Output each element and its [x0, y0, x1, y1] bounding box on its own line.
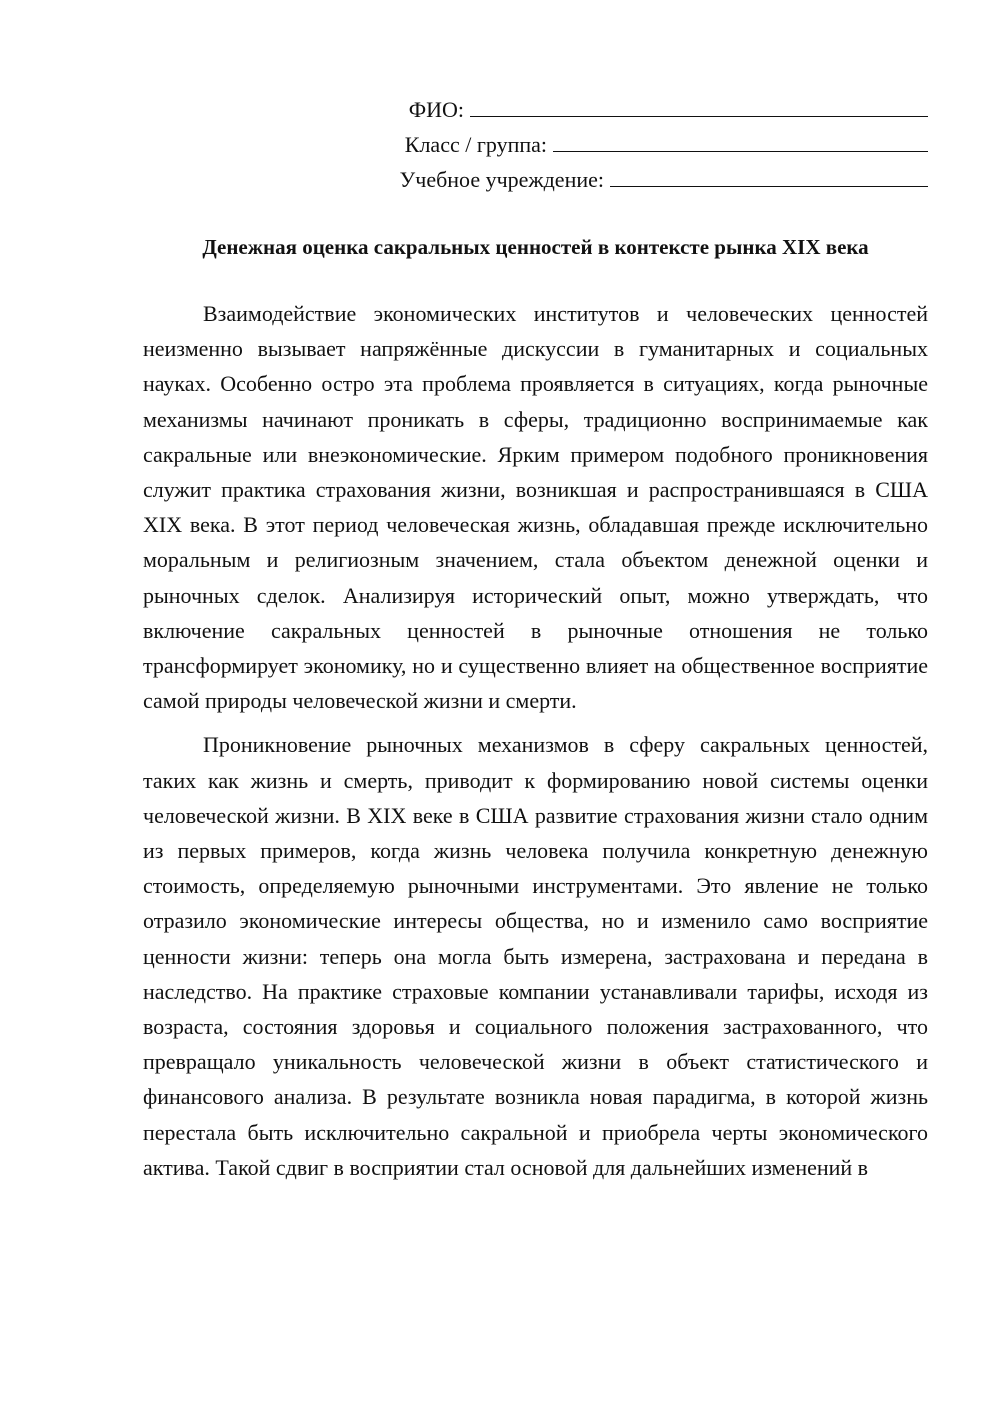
student-info-block	[143, 92, 928, 197]
class-blank-line	[553, 127, 928, 152]
paragraph-2: Проникновение рыночных механизмов в сферу сакральных ценностей, таких как жизнь и смерть, приводит к формированию новой системы оценки человеческой жизни. В XIX веке в США развитие страхования жизни стало одним из первых примеров, когда жизнь человека получила конкретную денежную стоимость, определяемую рыночными инструментами. Это явление не только отразило экономические интересы общества, но и изменило само восприятие ценности жизни: теперь она могла быть измерена, застрахована и передана в наследство. На практике страховые компании устанавливали тарифы, исходя из возраста, состояния здоровья и социального положения застрахованного, что превращало уникальность человеческой жизни в объект статистического и финансового анализа. В результате возникла новая парадигма, в которой жизнь перестала быть исключительно сакральной и приобрела черты экономического актива. Такой сдвиг в восприятии стал основой для дальнейших изменений в	[143, 732, 928, 1180]
school-row	[143, 162, 928, 197]
fio-blank-line	[470, 92, 928, 117]
school-blank-line	[610, 162, 928, 187]
essay-body	[143, 296, 928, 1185]
essay-title: Денежная оценка сакральных ценностей в контексте рынка XIX века	[202, 235, 869, 259]
class-row	[143, 127, 928, 162]
fio-label: ФИО:	[408, 97, 464, 122]
school-label: Учебное учреждение:	[399, 167, 604, 192]
paragraph-1: Взаимодействие экономических институтов и человеческих ценностей неизменно вызывает напряжённые дискуссии в гуманитарных и социальных науках. Особенно остро эта проблема проявляется в ситуациях, когда рыночные механизмы начинают проникать в сферы, традиционно воспринимаемые как сакральные или внеэкономические. Ярким примером подобного проникновения служит практика страхования жизни, возникшая и распространившаяся в США XIX века. В этот период человеческая жизнь, обладавшая прежде исключительно моральным и религиозным значением, стала объектом денежной оценки и рыночных сделок. Анализируя исторический опыт, можно утверждать, что включение сакральных ценностей в рыночные отношения не только трансформирует экономику, но и существенно влияет на общественное восприятие самой природы человеческой жизни и смерти.	[143, 301, 928, 714]
class-label: Класс / группа:	[404, 132, 547, 157]
fio-row	[143, 92, 928, 127]
